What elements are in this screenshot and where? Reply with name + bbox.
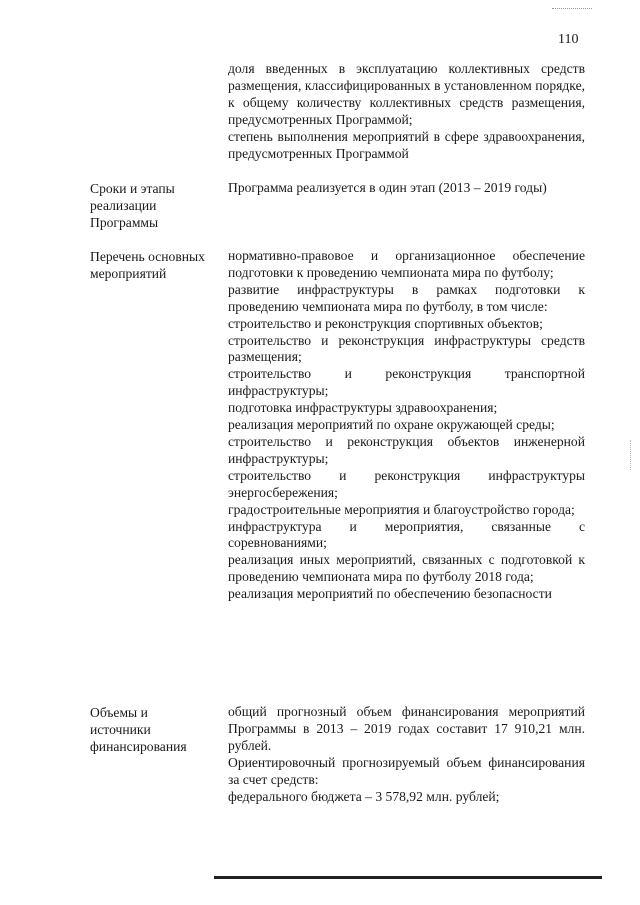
page-number: 110 <box>558 32 579 47</box>
list-item: развитие инфраструктуры в рамках подготовки к проведению чемпионата мира по футболу, в том числе: <box>228 281 585 314</box>
list-item: строительство и реконструкция транспортной инфраструктуры; <box>228 366 585 399</box>
list-item: реализация мероприятий по охране окружающей среды; <box>228 417 555 433</box>
finance-sources-intro: Ориентировочный прогнозируемый объем финансирования за счет средств: <box>228 754 585 787</box>
finance-federal-budget: федерального бюджета – 3 578,92 млн. рублей; <box>228 788 500 804</box>
finance-label: Объемы и источники финансирования <box>90 705 187 755</box>
list-item: нормативно-правовое и организационное обеспечение подготовки к проведению чемпионата мира по футболу; <box>228 248 585 280</box>
finance-total: общий прогнозный объем финансирования мероприятий Программы в 2013 – 2019 годах составит 17 910,21 млн. рублей. <box>228 704 585 753</box>
list-item: реализация иных мероприятий, связанных с подготовкой к проведению чемпионата мира по футболу 2018 года; <box>228 552 585 585</box>
stages-block <box>228 180 585 197</box>
list-item: строительство и реконструкция инфраструктуры средств размещения; <box>228 332 585 365</box>
list-item: строительство и реконструкция спортивных объектов; <box>228 315 543 331</box>
finance-block <box>228 704 585 805</box>
list-item: подготовка инфраструктуры здравоохранения; <box>228 400 498 416</box>
activities-label: Перечень основных мероприятий <box>90 249 205 282</box>
scan-edge-mark <box>630 440 632 470</box>
activities-list <box>228 248 585 603</box>
list-item: градостроительные мероприятия и благоустройство города; <box>228 501 575 517</box>
list-item: строительство и реконструкция объектов инженерной инфраструктуры; <box>228 433 585 466</box>
scan-corner-mark <box>552 8 592 10</box>
stages-label: Сроки и этапы реализации Программы <box>90 181 175 231</box>
list-item: строительство и реконструкция инфраструктуры энергосбережения; <box>228 467 585 500</box>
indicator-accommodation-share: доля введенных в эксплуатацию коллективных средств размещения, классифицированных в установленном порядке, к общему количеству коллективных средств размещения, предусмотренных Программой; <box>228 61 585 127</box>
list-item: инфраструктура и мероприятия, связанные с соревнованиями; <box>228 518 585 551</box>
indicator-healthcare-progress: степень выполнения мероприятий в сфере здравоохранения, предусмотренных Программой <box>228 128 585 161</box>
target-indicators-block <box>228 61 585 162</box>
stages-text: Программа реализуется в один этап (2013 – 2019 годы) <box>228 180 547 195</box>
bottom-rule <box>214 876 602 879</box>
list-item: реализация мероприятий по обеспечению безопасности <box>228 586 552 602</box>
